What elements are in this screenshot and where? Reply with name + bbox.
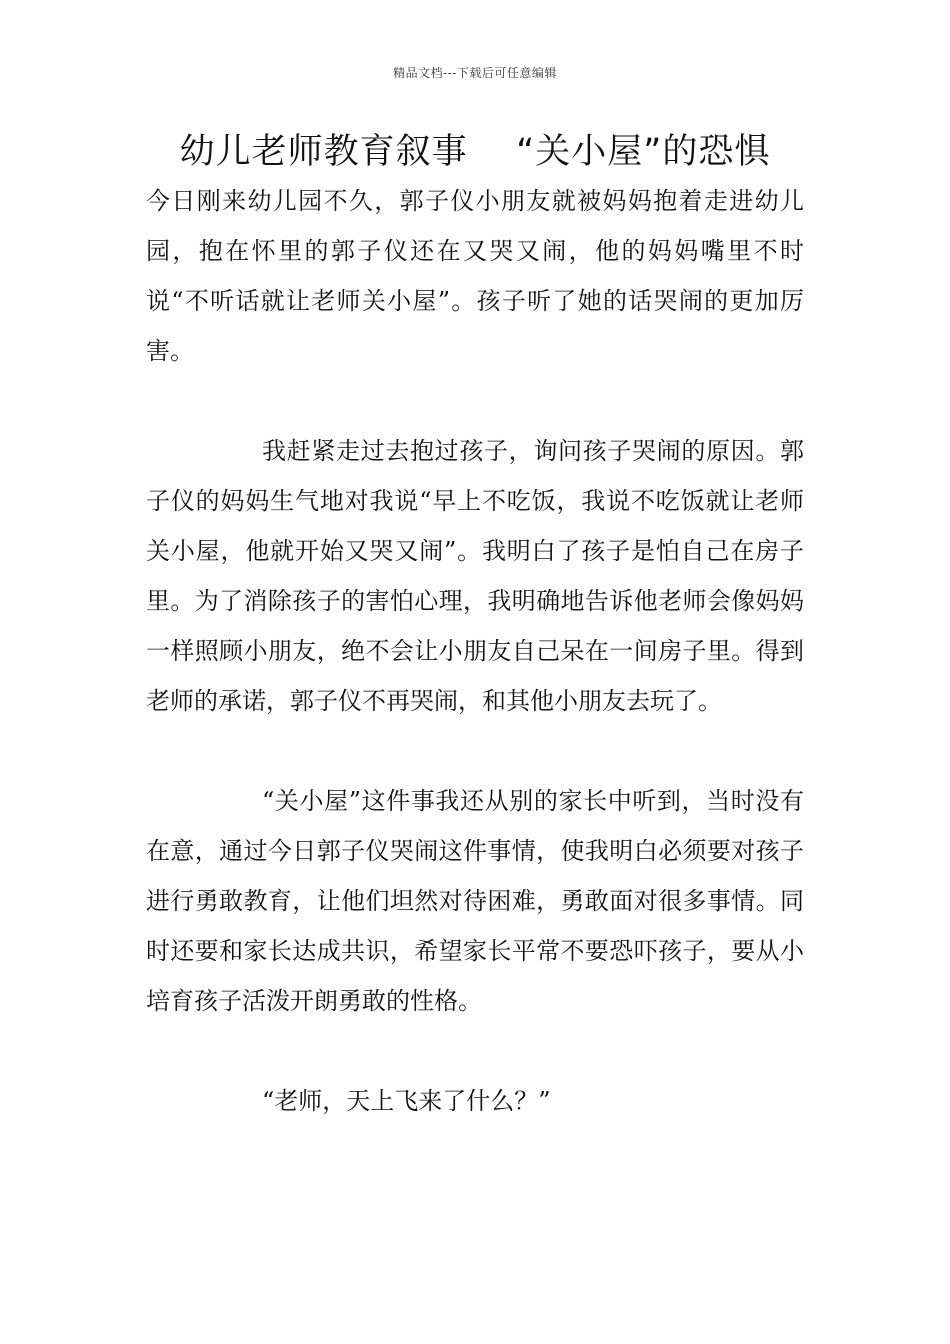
document-body xyxy=(146,176,804,1126)
document-title: 幼儿老师教育叙事 “关小屋”的恐惧 xyxy=(179,132,771,172)
paragraph-gap xyxy=(146,1026,804,1076)
paragraph-gap xyxy=(146,376,804,426)
paragraph-1: 今日刚来幼儿园不久，郭子仪小朋友就被妈妈抱着走进幼儿园，抱在怀里的郭子仪还在又哭又闹，他的妈妈嘴里不时说“不听话就让老师关小屋”。孩子听了她的话哭闹的更加厉害。 xyxy=(146,187,804,365)
paragraph-3: “关小屋”这件事我还从别的家长中听到，当时没有在意，通过今日郭子仪哭闹这件事情，使我明白必须要对孩子进行勇敢教育，让他们坦然对待困难，勇敢面对很多事情。同时还要和家长达成共识，希望家长平常不要恐吓孩子，要从小培育孩子活泼开朗勇敢的性格。 xyxy=(146,787,804,1015)
paragraph-2: 我赶紧走过去抱过孩子，询问孩子哭闹的原因。郭子仪的妈妈生气地对我说“早上不吃饭，我说不吃饭就让老师关小屋，他就开始又哭又闹”。我明白了孩子是怕自己在房子里。为了消除孩子的害怕心理，我明确地告诉他老师会像妈妈一样照顾小朋友，绝不会让小朋友自己呆在一间房子里。得到老师的承诺，郭子仪不再哭闹，和其他小朋友去玩了。 xyxy=(146,437,804,715)
header-note: 精品文档---下载后可任意编辑 xyxy=(393,66,557,80)
paragraph-4: “老师，天上飞来了什么？” xyxy=(262,1087,551,1115)
paragraph-gap xyxy=(146,726,804,776)
